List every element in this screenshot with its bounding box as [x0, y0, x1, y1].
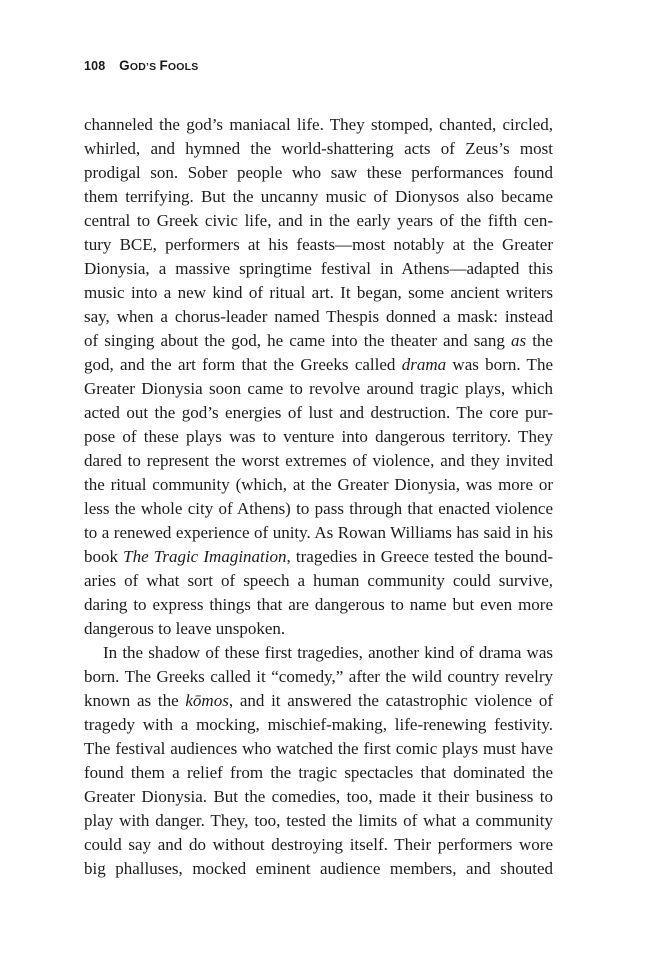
text-segment: play with danger. They, too, tested the limits of what a community [84, 811, 553, 830]
text-segment: found them a relief from the tragic spectacles that dominated the [84, 763, 553, 782]
text-segment: less the whole city of Athens) to pass through that enacted violence [84, 499, 553, 518]
text-line [84, 425, 553, 449]
text-line [84, 329, 553, 353]
text-segment: Dionysia, a massive springtime festival in Athens—adapted this [84, 259, 553, 278]
text-line [84, 761, 553, 785]
text-line [84, 185, 553, 209]
text-line [84, 689, 553, 713]
italic-text: as [510, 331, 527, 350]
text-line [84, 569, 553, 593]
text-line [84, 833, 553, 857]
text-segment: whirled, and hymned the world-shattering acts of Zeus’s most [84, 139, 553, 158]
book-title-part: OOLS [167, 61, 199, 73]
text-segment: big phalluses, mocked eminent audience members, and shouted [84, 859, 553, 878]
book-title-part: OD [129, 61, 147, 73]
text-segment: dangerous to leave unspoken. [84, 619, 286, 638]
running-head [84, 58, 198, 73]
text-segment: aries of what sort of speech a human community could survive, [84, 571, 553, 590]
book-title-part: G [119, 58, 130, 73]
italic-text: kōmos [185, 691, 229, 710]
page-number: 108 [84, 59, 106, 73]
text-segment: known as the [84, 691, 186, 710]
book-title-part: S [149, 61, 160, 73]
italic-text: The Tragic Imagination [123, 547, 287, 566]
text-segment: acted out the god’s energies of lust and destruction. The core pur- [84, 403, 553, 422]
text-segment: the ritual community (which, at the Greater Dionysia, was more or [84, 475, 553, 494]
text-line [84, 737, 553, 761]
text-segment: tragedy with a mocking, mischief-making, life-renewing festivity. [84, 715, 553, 734]
text-line [84, 161, 553, 185]
text-line [84, 257, 553, 281]
text-line [84, 233, 553, 257]
text-line [84, 209, 553, 233]
text-line [84, 281, 553, 305]
text-segment: to a renewed experience of unity. As Rowan Williams has said in his [84, 523, 553, 542]
body-text [84, 113, 553, 881]
text-line [84, 857, 553, 881]
text-line [84, 593, 553, 617]
text-segment: The festival audiences who watched the first comic plays must have [84, 739, 553, 758]
text-segment: central to Greek civic life, and in the early years of the fifth cen- [84, 211, 553, 230]
text-segment: god, and the art form that the Greeks called [84, 355, 402, 374]
text-line [84, 137, 553, 161]
text-line [84, 449, 553, 473]
text-segment: book [84, 547, 124, 566]
text-line [84, 545, 553, 569]
text-segment: Greater Dionysia soon came to revolve around tragic plays, which [84, 379, 553, 398]
text-segment: channeled the god’s maniacal life. They stomped, chanted, circled, [84, 115, 553, 134]
text-segment: say, when a chorus-leader named Thespis donned a mask: instead [84, 307, 553, 326]
text-segment: them terrifying. But the uncanny music of Dionysos also became [84, 187, 553, 206]
text-line [84, 113, 553, 137]
book-title-part: F [159, 58, 168, 73]
text-line [84, 401, 553, 425]
text-segment: dared to represent the worst extremes of violence, and they invited [84, 451, 553, 470]
text-segment: prodigal son. Sober people who saw these performances found [84, 163, 553, 182]
text-line [84, 473, 553, 497]
text-line [84, 305, 553, 329]
text-line [84, 497, 553, 521]
text-segment: could say and do without destroying itself. Their performers wore [84, 835, 553, 854]
text-line [84, 665, 553, 689]
text-segment: music into a new kind of ritual art. It began, some ancient writers [84, 283, 553, 302]
text-segment: the [526, 331, 553, 350]
text-segment: was born. The [446, 355, 553, 374]
book-title [119, 59, 198, 73]
book-title-part: ’ [146, 61, 150, 73]
text-segment: , tragedies in Greece tested the bound- [286, 547, 553, 566]
text-line [84, 785, 553, 809]
text-line [84, 641, 553, 665]
text-segment: Greater Dionysia. But the comedies, too, made it their business to [84, 787, 553, 806]
text-line [84, 353, 553, 377]
text-segment: tury BCE, performers at his feasts—most notably at the Greater [84, 235, 553, 254]
text-segment: , and it answered the catastrophic violence of [228, 691, 553, 710]
text-segment: born. The Greeks called it “comedy,” after the wild country revelry [84, 667, 553, 686]
text-line [84, 617, 553, 641]
text-line [84, 713, 553, 737]
italic-text: drama [401, 355, 447, 374]
text-segment: daring to express things that are dangerous to name but even more [84, 595, 553, 614]
text-segment: of singing about the god, he came into the theater and sang [84, 331, 511, 350]
text-line [84, 521, 553, 545]
text-segment: In the shadow of these first tragedies, another kind of drama was [103, 643, 553, 662]
text-line [84, 809, 553, 833]
text-line [84, 377, 553, 401]
text-segment: pose of these plays was to venture into dangerous territory. They [84, 427, 553, 446]
